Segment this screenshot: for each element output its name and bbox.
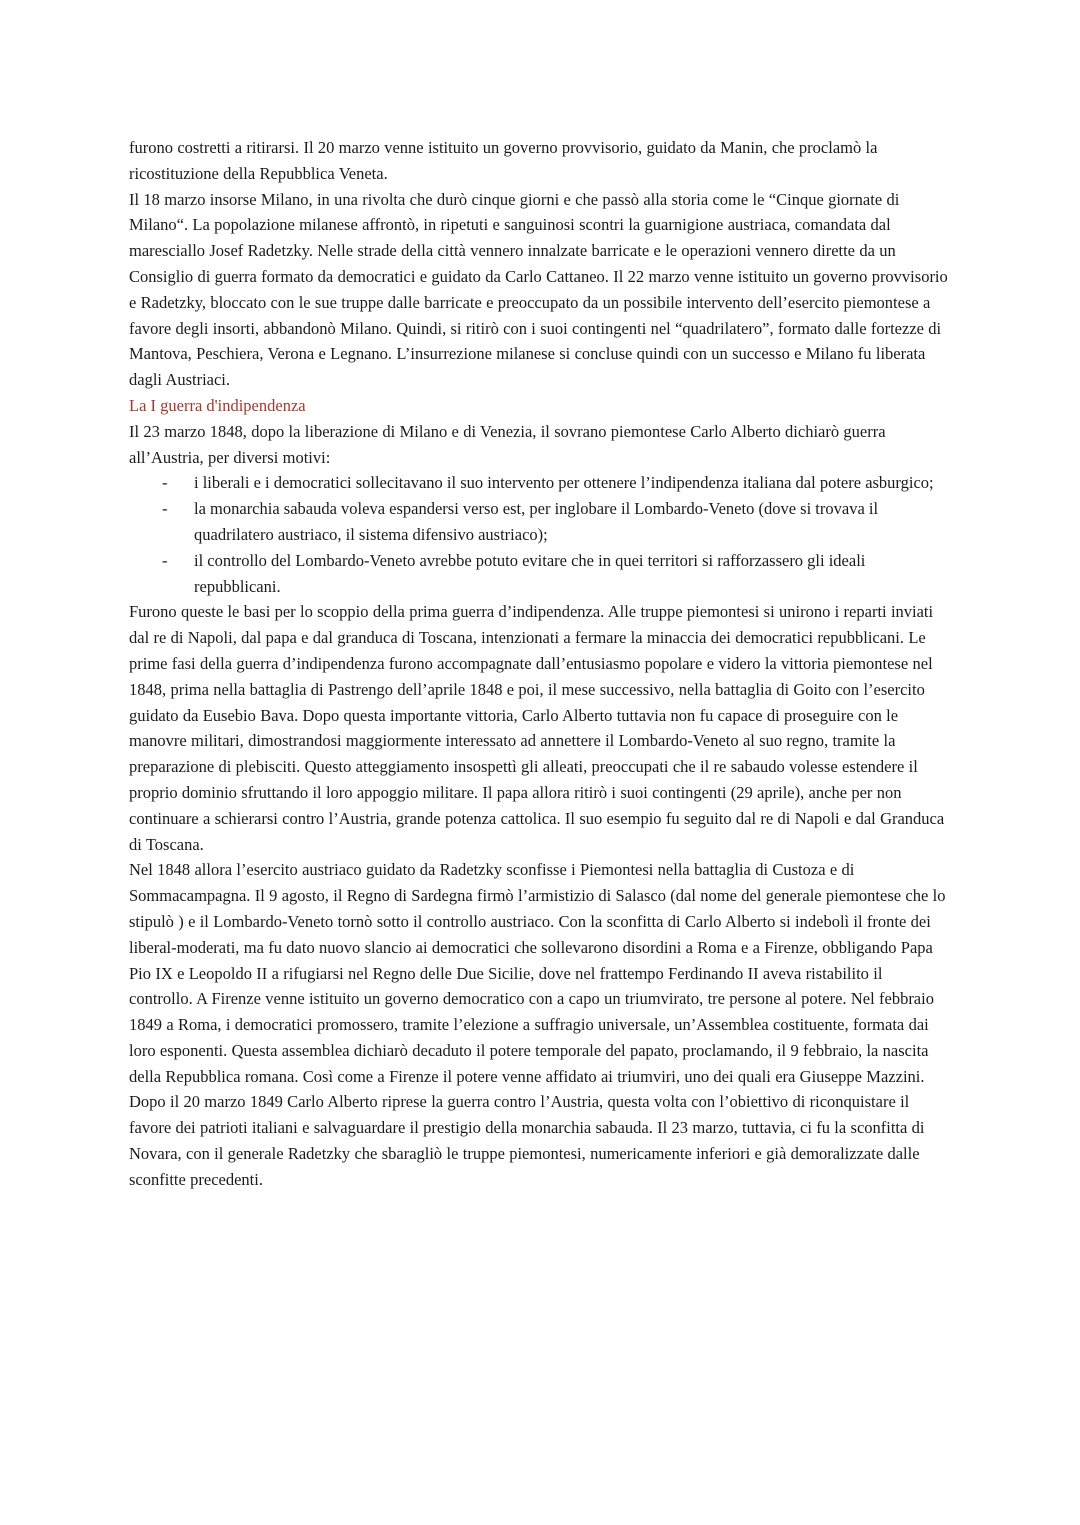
dash-bullet: - [162, 550, 168, 570]
paragraph-dichiarazione-guerra: Il 23 marzo 1848, dopo la liberazione di Milano e di Venezia, il sovrano piemontese Carlo Alberto dichiarò guerra all’Austria, per diversi motivi: [129, 421, 886, 467]
paragraph-manin-governo-provvisorio: furono costretti a ritirarsi. Il 20 marzo venne istituito un governo provvisorio, guidato da Manin, che proclamò la ricostituzione della Repubblica Veneta. [129, 138, 878, 183]
motivi-bullet-list [129, 470, 950, 599]
list-item [129, 496, 950, 548]
dash-bullet: - [162, 473, 168, 493]
list-item-text: il controllo del Lombardo-Veneto avrebbe potuto evitare che in quei territori si rafforzassero gli ideali repubblicani. [194, 550, 866, 596]
list-item-text: la monarchia sabauda voleva espandersi verso est, per inglobare il Lombardo-Veneto (dove si trovava il quadrilatero austriaco, il sistema difensivo austriaco); [194, 499, 879, 544]
dash-bullet: - [162, 499, 168, 519]
paragraph-custoza-novara: Nel 1848 allora l’esercito austriaco guidato da Radetzky sconfisse i Piemontesi nella battaglia di Custoza e di Sommacampagna. Il 9 agosto, il Regno di Sardegna firmò l’armistizio di Salasco (dal nome del generale piemontese che lo stipulò ) e il Lombardo-Veneto tornò sotto il controllo austriaco. Con la sconfitta di Carlo Alberto si indebolì il fronte dei liberal-moderati, ma fu dato nuovo slancio ai democratici che sollevarono disordini a Roma e a Firenze, obbligando Papa Pio IX e Leopoldo II a rifugiarsi nel Regno delle Due Sicilie, dove nel frattempo Ferdinando II aveva ristabilito il controllo. A Firenze venne istituito un governo democratico con a capo un triumvirato, tre persone al potere. Nel febbraio 1849 a Roma, i democratici promossero, tramite l’elezione a suffragio universale, un’Assemblea costituente, formata dai loro esponenti. Questa assemblea dichiarò decaduto il potere temporale del papato, proclamando, il 9 febbraio, la nascita della Repubblica romana. Così come a Firenze il potere venne affidato ai triumviri, uno dei quali era Giuseppe Mazzini. Dopo il 20 marzo 1849 Carlo Alberto riprese la guerra contro l’Austria, questa volta con l’obiettivo di riconquistare il favore dei patrioti italiani e salvaguardare il prestigio della monarchia sabauda. Il 23 marzo, tuttavia, ci fu la sconfitta di Novara, con il generale Radetzky che sbaragliò le truppe piemontesi, numericamente inferiori e già demoralizzate dalle sconfitte precedenti. [129, 860, 946, 1189]
paragraph-cinque-giornate-milano: Il 18 marzo insorse Milano, in una rivolta che durò cinque giorni e che passò alla storia come le “Cinque giornate di Milano“. La popolazione milanese affrontò, in ripetuti e sanguinosi scontri la guarnigione austriaca, comandata dal maresciallo Josef Radetzky. Nelle strade della città vennero innalzate barricate e le operazioni vennero dirette da un Consiglio di guerra formato da democratici e guidato da Carlo Cattaneo. Il 22 marzo venne istituito un governo provvisorio e Radetzky, bloccato con le sue truppe dalle barricate e preoccupato da un possibile intervento dell’esercito piemontese a favore degli insorti, abbandonò Milano. Quindi, si ritirò con i suoi contingenti nel “quadrilatero”, formato dalle fortezze di Mantova, Peschiera, Verona e Legnano. L’insurrezione milanese si concluse quindi con un successo e Milano fu liberata dagli Austriaci. [129, 189, 948, 390]
list-item-text: i liberali e i democratici sollecitavano il suo intervento per ottenere l’indipendenza italiana dal potere asburgico; [194, 473, 934, 493]
paragraph-prima-guerra-svolgimento: Furono queste le basi per lo scoppio della prima guerra d’indipendenza. Alle truppe piemontesi si unirono i reparti inviati dal re di Napoli, dal papa e dal granduca di Toscana, intenzionati a fermare la minaccia dei democratici repubblicani. Le prime fasi della guerra d’indipendenza furono accompagnate dall’entusiasmo popolare e videro la vittoria piemontese nel 1848, prima nella battaglia di Pastrengo dell’aprile 1848 e poi, il mese successivo, nella battaglia di Goito con l’esercito guidato da Eusebio Bava. Dopo questa importante vittoria, Carlo Alberto tuttavia non fu capace di proseguire con le manovre militari, dimostrandosi maggiormente interessato ad annettere il Lombardo-Veneto al suo regno, tramite la preparazione di plebisciti. Questo atteggiamento insospettì gli alleati, preoccupati che il re sabaudo volesse estendere il proprio dominio sfruttando il loro appoggio militare. Il papa allora ritirò i suoi contingenti (29 aprile), anche per non continuare a schierarsi contro l’Austria, grande potenza cattolica. Il suo esempio fu seguito dal re di Napoli e dal Granduca di Toscana. [129, 602, 945, 854]
section-heading-prima-guerra-indipendenza: La I guerra d'indipendenza [129, 395, 306, 415]
list-item [129, 470, 950, 496]
list-item [129, 548, 950, 600]
